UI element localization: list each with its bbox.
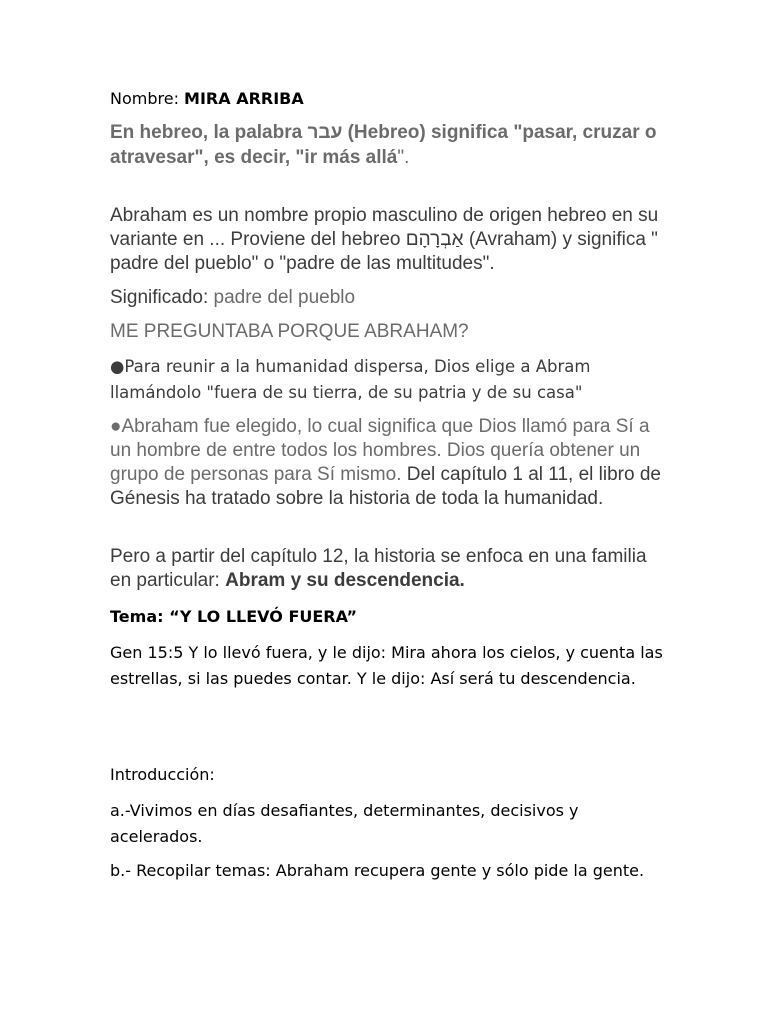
abraham-definition: Abraham es un nombre propio masculino de origen hebreo en su variante en ... Proviene del hebreo אַבְרָהָם (Avraham) y significa " padre del pueblo" o "padre de las multitudes". (110, 205, 659, 274)
point-a: a.-Vivimos en días desafiantes, determinantes, decisivos y acelerados. (110, 801, 579, 846)
pero-paragraph (110, 545, 670, 593)
bullet-2 (110, 415, 670, 511)
nombre-value: MIRA ARRIBA (184, 89, 304, 108)
nombre-label: Nombre: (110, 89, 185, 108)
gen-verse: Gen 15:5 Y lo llevó fuera, y le dijo: Mira ahora los cielos, y cuenta las estrellas, si las puedes contar. Y le dijo: Así será tu descendencia. (110, 643, 663, 688)
hebreo-bold-text: En hebreo, la palabra עבר (Hebreo) significa "pasar, cruzar o atravesar", es decir, "ir más allá (110, 122, 657, 168)
nombre-line (110, 86, 670, 112)
pero-text: Pero a partir del capítulo 12, la historia se enfoca en una familia en particular: (110, 546, 647, 591)
tema-heading: Tema: “Y LO LLEVÓ FUERA” (110, 607, 358, 626)
bullet-2-dark: Del capítulo 1 al 11, el libro de Génesis ha tratado sobre la historia de toda la humanidad. (110, 464, 661, 509)
pregunta-heading: ME PREGUNTABA PORQUE ABRAHAM? (110, 321, 469, 342)
significado-line (110, 286, 670, 310)
bullet-2-gray: ●Abraham fue elegido, lo cual significa que Dios llamó para Sí a un hombre de entre todos los hombres. Dios quería obtener un grupo de personas para Sí mismo. (110, 416, 650, 485)
introduccion-heading: Introducción: (110, 765, 215, 784)
pero-bold: Abram y su descendencia. (225, 570, 465, 591)
significado-label: Significado: (110, 287, 214, 308)
significado-value: padre del pueblo (213, 287, 356, 308)
hebreo-paragraph (110, 120, 670, 170)
hebreo-end: ". (397, 147, 410, 168)
point-b: b.- Recopilar temas: Abraham recupera gente y sólo pide la gente. (110, 861, 645, 880)
bullet-1: ●Para reunir a la humanidad dispersa, Dios elige a Abram llamándolo "fuera de su tierra, de su patria y de su casa" (110, 357, 591, 402)
